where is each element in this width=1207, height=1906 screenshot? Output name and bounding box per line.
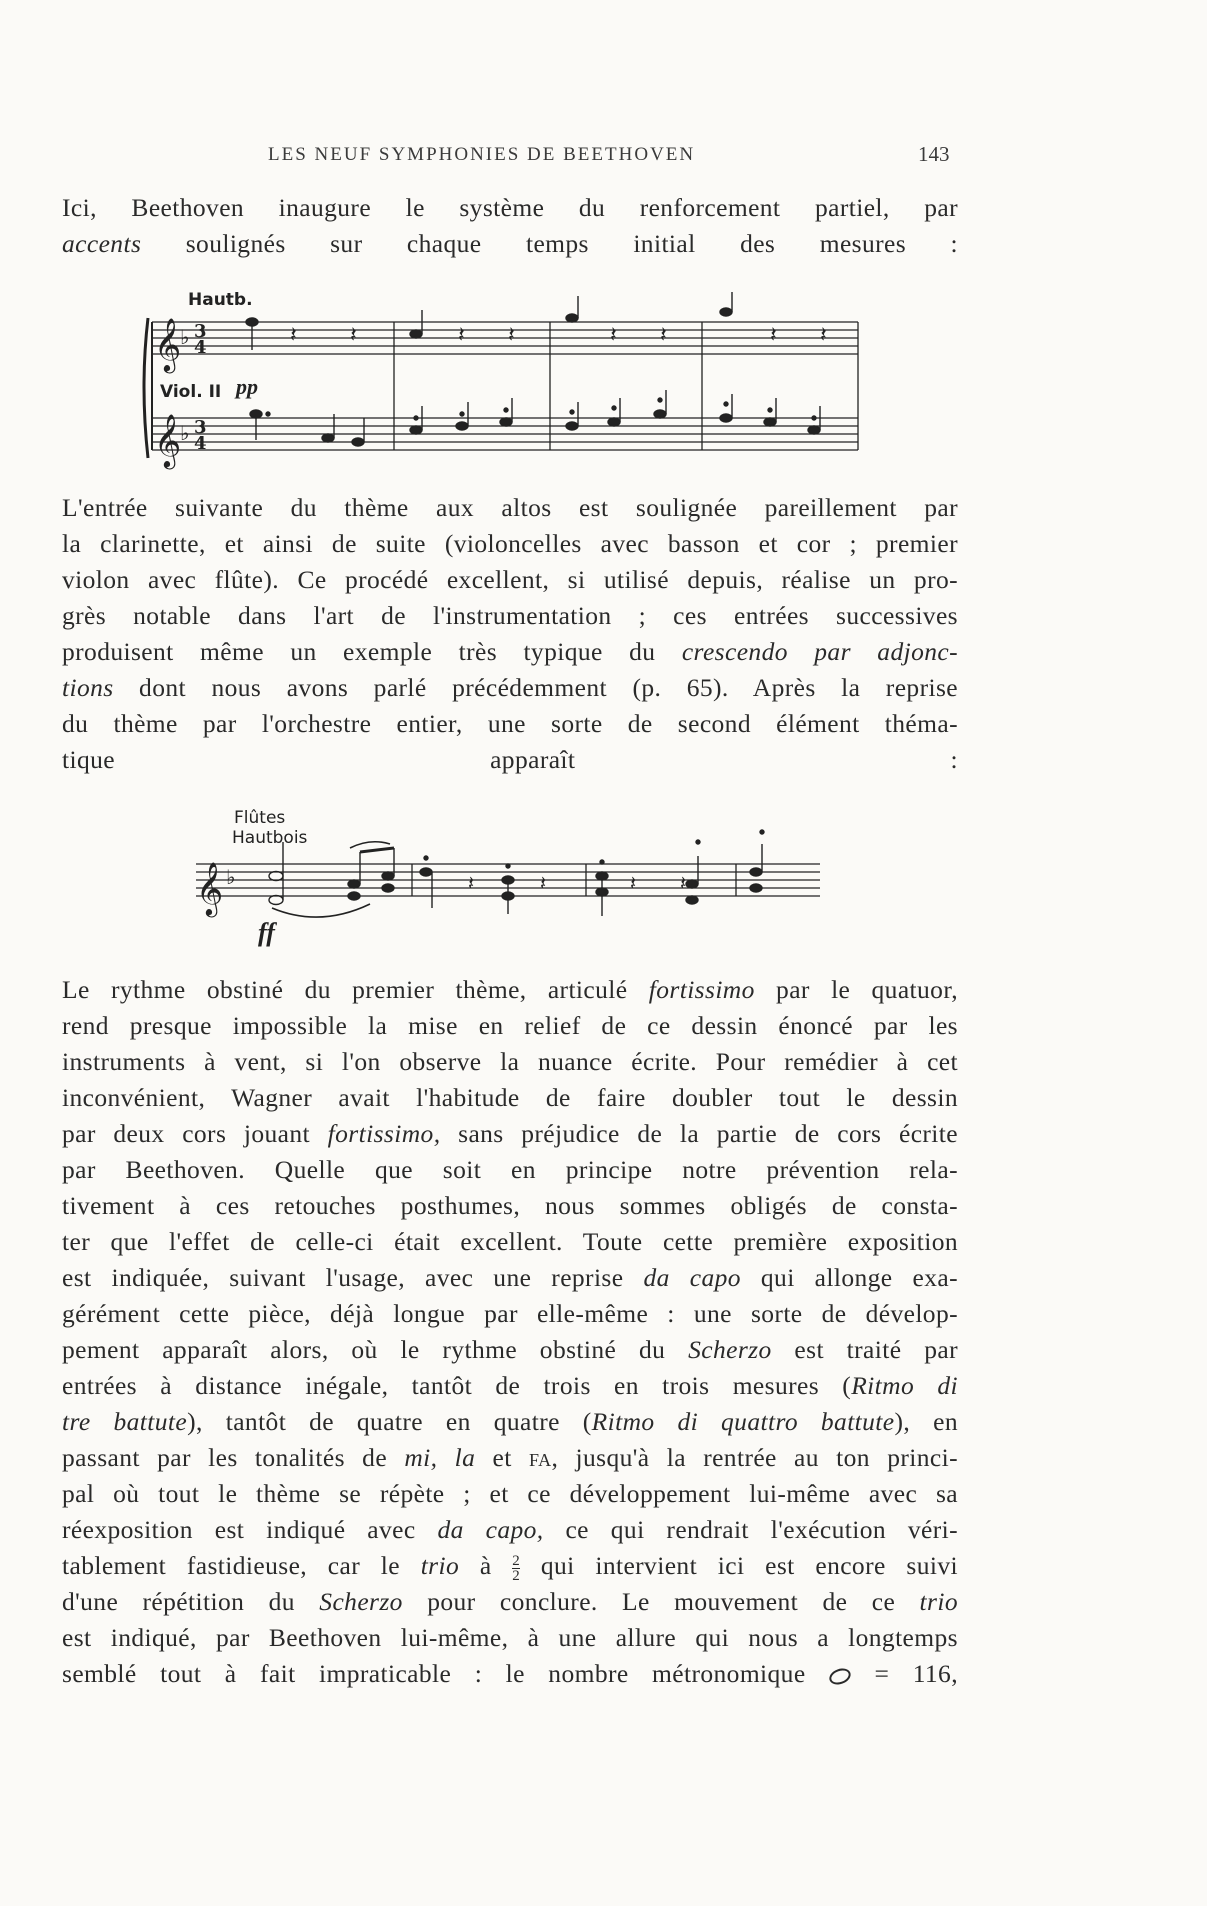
fraction-numerator: 2	[512, 1552, 521, 1569]
text-line: est indiqué, par Beethoven lui-même, à une allure qui nous a longtemps	[62, 1623, 958, 1652]
svg-text:♭: ♭	[180, 421, 190, 445]
svg-text:𝄽: 𝄽	[630, 873, 637, 895]
text-run: ), tantôt de quatre en quatre (	[187, 1407, 592, 1436]
text-line: instruments à vent, si l'on observe la nuance écrite. Pour remédier à cet	[62, 1047, 958, 1076]
text-line: inconvénient, Wagner avait l'habitude de faire doubler tout le dessin	[62, 1083, 958, 1112]
text-run: dont nous avons parlé précédemment (p. 65). Après la reprise	[113, 673, 958, 702]
instrument-label-oboes: Hautbois	[232, 828, 308, 848]
text-run: réexposition est indiqué avec	[62, 1515, 438, 1544]
text-run: qui intervient ici est encore suivi	[520, 1551, 958, 1580]
text-run: est traité par	[771, 1335, 958, 1364]
text-run: par deux cors jouant	[62, 1119, 328, 1148]
svg-text:𝄽: 𝄽	[540, 873, 547, 895]
svg-text:𝄽: 𝄽	[660, 322, 667, 347]
italic-term: fortissimo	[648, 975, 755, 1004]
svg-text:𝄞: 𝄞	[196, 861, 224, 915]
italic-term: mi, la	[404, 1443, 476, 1472]
svg-text:4: 4	[194, 337, 207, 358]
text-run: est indiquée, suivant l'usage, avec une reprise	[62, 1263, 644, 1292]
text-line: violon avec flûte). Ce procédé excellent, si utilisé depuis, réalise un pro-	[62, 565, 958, 594]
text-run: qui allonge exa-	[740, 1263, 958, 1292]
svg-text:𝄽: 𝄽	[290, 322, 297, 347]
text-line: du thème par l'orchestre entier, une sorte de second élément théma-	[62, 709, 958, 738]
italic-term: fortissimo,	[327, 1119, 441, 1148]
text-run: d'une répétition du	[62, 1587, 320, 1616]
dynamic-marking: ff	[258, 918, 275, 947]
text-line: L'entrée suivante du thème aux altos est soulignée pareillement par	[62, 493, 958, 522]
text-line: par Beethoven. Quelle que soit en principe notre prévention rela-	[62, 1155, 958, 1184]
text-run: ), en	[894, 1407, 958, 1436]
text-line	[62, 1116, 958, 1152]
italic-term: Scherzo	[319, 1587, 403, 1616]
running-title: LES NEUF SYMPHONIES DE BEETHOVEN	[268, 144, 696, 165]
svg-text:3: 3	[194, 417, 207, 438]
text-line	[62, 226, 958, 262]
time-fraction	[512, 1554, 520, 1583]
text-run: passant par les tonalités de	[62, 1443, 405, 1472]
italic-term: da capo,	[437, 1515, 544, 1544]
text-run: pour conclure. Le mouvement de ce	[402, 1587, 920, 1616]
text-run: et	[475, 1443, 529, 1472]
text-run: à	[459, 1551, 513, 1580]
svg-text:4: 4	[194, 433, 207, 454]
svg-text:𝄽: 𝄽	[770, 322, 777, 347]
svg-text:3: 3	[194, 321, 207, 342]
text-line	[62, 1548, 958, 1584]
svg-text:𝄽: 𝄽	[680, 873, 687, 895]
text-line: grès notable dans l'art de l'instrumentation ; ces entrées successives	[62, 601, 958, 630]
instrument-label-violin-2: Viol. II	[160, 382, 222, 402]
svg-text:𝄽: 𝄽	[508, 322, 515, 347]
italic-term: trio	[919, 1587, 958, 1616]
svg-text:𝄽: 𝄽	[468, 873, 475, 895]
text-run: soulignés sur chaque temps initial des mesures :	[141, 229, 958, 258]
text-line	[62, 1440, 958, 1476]
text-run: produisent même un exemple très typique du	[62, 637, 682, 666]
text-line	[62, 1584, 958, 1620]
svg-text:𝄽: 𝄽	[820, 322, 827, 347]
text-line: gérément cette pièce, déjà longue par elle-même : une sorte de dévelop-	[62, 1299, 958, 1328]
text-line	[62, 972, 958, 1008]
text-run: pement apparaît alors, où le rythme obstiné du	[62, 1335, 689, 1364]
text-line: pal où tout le thème se répète ; et ce développement lui-même avec sa	[62, 1479, 958, 1508]
italic-term: Ritmo di quattro battute	[591, 1407, 895, 1436]
text-line	[62, 1368, 958, 1404]
instrument-label-oboe: Hautb.	[188, 290, 253, 310]
svg-text:𝄽: 𝄽	[458, 322, 465, 347]
text-line	[62, 634, 958, 670]
text-run: entrées à distance inégale, tantôt de trois en trois mesures (	[62, 1371, 852, 1400]
svg-text:𝄽: 𝄽	[610, 322, 617, 347]
text-line	[62, 1404, 958, 1440]
whole-note-icon	[827, 1665, 853, 1687]
fraction-denominator: 2	[512, 1567, 521, 1584]
text-line: la clarinette, et ainsi de suite (violoncelles avec basson et cor ; premier	[62, 529, 958, 558]
text-run: Le rythme obstiné du premier thème, articulé	[62, 975, 649, 1004]
text-line	[62, 1512, 958, 1548]
italic-term: da capo	[643, 1263, 741, 1292]
music-example-2	[190, 808, 830, 958]
svg-text:𝄽: 𝄽	[350, 322, 357, 347]
italic-term: Scherzo	[688, 1335, 772, 1364]
paragraph-analysis	[62, 972, 958, 1692]
text-line: Ici, Beethoven inaugure le système du renforcement partiel, par	[62, 193, 958, 222]
page-number: 143	[918, 142, 950, 166]
text-line: ter que l'effet de celle-ci était excellent. Toute cette première exposition	[62, 1227, 958, 1256]
text-run: , jusqu'à la rentrée au ton princi-	[551, 1443, 958, 1472]
italic-term: tre battute	[62, 1407, 188, 1436]
italic-term: trio	[420, 1551, 460, 1580]
italic-term: crescendo par adjonc-	[681, 637, 958, 666]
text-run: = 116,	[851, 1659, 958, 1688]
text-line: tivement à ces retouches posthumes, nous sommes obligés de consta-	[62, 1191, 958, 1220]
text-run: tablement fastidieuse, car le	[62, 1551, 421, 1580]
text-line	[62, 670, 958, 706]
italic-term: accents	[62, 229, 142, 258]
small-caps-note: fa	[529, 1443, 552, 1472]
svg-text:𝄞: 𝄞	[154, 317, 182, 371]
italic-term: tions	[62, 673, 114, 702]
svg-text:♭: ♭	[180, 325, 190, 349]
paragraph-second-entry	[62, 490, 958, 778]
instrument-label-flutes: Flûtes	[234, 808, 286, 828]
text-run: sans préjudice de la partie de cors écrite	[440, 1119, 958, 1148]
text-run: par le quatuor,	[754, 975, 958, 1004]
text-line: rend presque impossible la mise en relief de ce dessin énoncé par les	[62, 1011, 958, 1040]
dynamic-marking: pp	[236, 374, 258, 399]
text-line: tique apparaît :	[62, 745, 958, 774]
italic-term: Ritmo di	[851, 1371, 958, 1400]
svg-text:♭: ♭	[226, 865, 236, 889]
text-line	[62, 1656, 958, 1692]
music-example-1	[140, 290, 870, 475]
text-line	[62, 1332, 958, 1368]
text-line	[62, 1260, 958, 1296]
svg-text:𝄞: 𝄞	[154, 413, 182, 467]
text-run: semblé tout à fait impraticable : le nombre métronomique	[62, 1659, 830, 1688]
paragraph-intro	[62, 190, 958, 262]
text-run: ce qui rendrait l'exécution véri-	[543, 1515, 958, 1544]
